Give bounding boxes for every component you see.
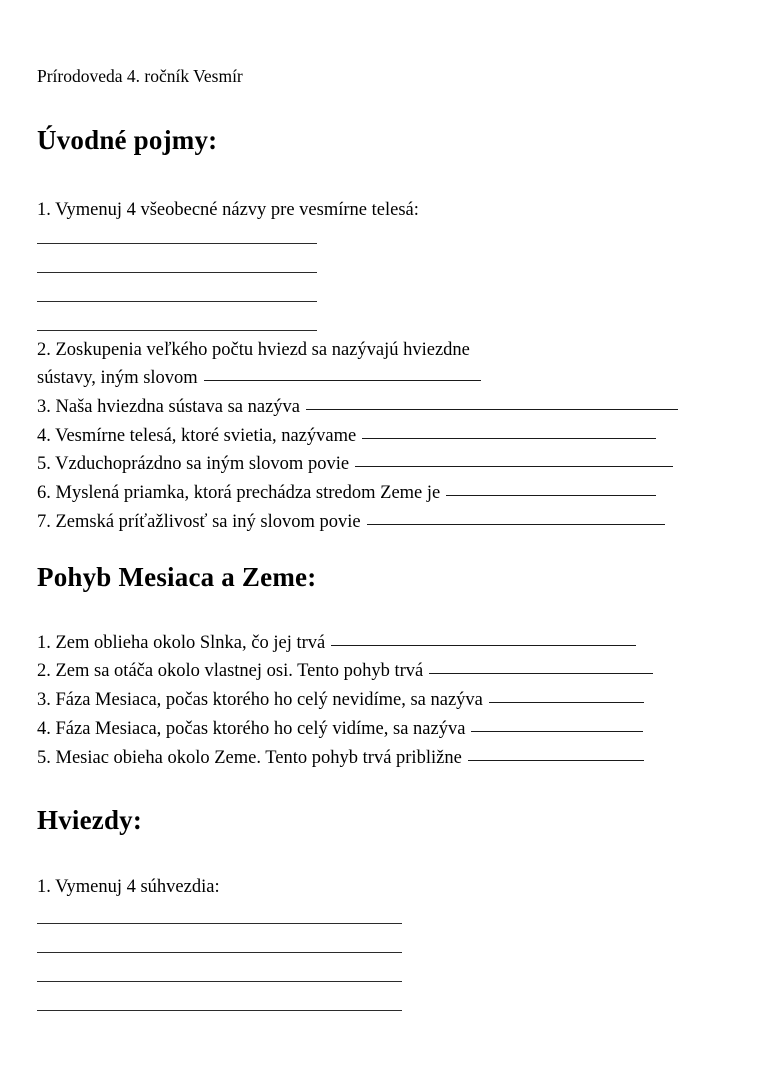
question-text: 1. Vymenuj 4 súhvezdia: bbox=[37, 877, 220, 897]
answer-blank-line[interactable] bbox=[367, 524, 665, 525]
question-text: 6. Myslená priamka, ktorá prechádza stredom Zeme je bbox=[37, 483, 441, 503]
answer-blank-line[interactable] bbox=[429, 673, 653, 674]
question-text: 2. Zoskupenia veľkého počtu hviezd sa nazývajú hviezdne bbox=[37, 340, 470, 360]
answer-blank-line[interactable] bbox=[37, 301, 317, 302]
answer-blank-line[interactable] bbox=[306, 409, 678, 410]
question-item bbox=[37, 453, 673, 476]
question-text: 4. Fáza Mesiaca, počas ktorého ho celý vidíme, sa nazýva bbox=[37, 719, 466, 739]
answer-blank-line[interactable] bbox=[204, 380, 481, 381]
question-text: sústavy, iným slovom bbox=[37, 368, 198, 388]
question-item bbox=[37, 747, 644, 770]
answer-blank-line[interactable] bbox=[37, 272, 317, 273]
question-item bbox=[37, 367, 481, 390]
question-text: 1. Zem oblieha okolo Slnka, čo jej trvá bbox=[37, 633, 326, 653]
answer-blank-line[interactable] bbox=[37, 330, 317, 331]
question-text: 7. Zemská príťažlivosť sa iný slovom povie bbox=[37, 512, 361, 532]
question-text: 5. Vzduchoprázdno sa iným slovom povie bbox=[37, 454, 350, 474]
section-heading-hviezdy: Hviezdy: bbox=[37, 805, 143, 835]
question-item bbox=[37, 339, 470, 362]
question-item bbox=[37, 482, 656, 505]
answer-blank-line[interactable] bbox=[37, 981, 402, 982]
answer-blank-line[interactable] bbox=[331, 645, 636, 646]
question-item bbox=[37, 632, 636, 655]
question-item bbox=[37, 660, 653, 683]
section-heading-pohyb-mesiaca-a-zeme: Pohyb Mesiaca a Zeme: bbox=[37, 562, 317, 592]
question-text: 1. Vymenuj 4 všeobecné názvy pre vesmírne telesá: bbox=[37, 200, 419, 220]
question-item bbox=[37, 199, 419, 222]
question-item bbox=[37, 396, 678, 419]
answer-blank-line[interactable] bbox=[355, 466, 673, 467]
answer-blank-line[interactable] bbox=[37, 1010, 402, 1011]
answer-blank-line[interactable] bbox=[37, 243, 317, 244]
answer-blank-line[interactable] bbox=[37, 952, 402, 953]
question-text: 5. Mesiac obieha okolo Zeme. Tento pohyb trvá približne bbox=[37, 748, 462, 768]
question-text: 2. Zem sa otáča okolo vlastnej osi. Tento pohyb trvá bbox=[37, 661, 424, 681]
question-item bbox=[37, 511, 665, 534]
question-item bbox=[37, 689, 644, 712]
answer-blank-line[interactable] bbox=[468, 760, 644, 761]
answer-blank-line[interactable] bbox=[489, 702, 644, 703]
answer-blank-line[interactable] bbox=[446, 495, 656, 496]
section-heading-uvodne-pojmy: Úvodné pojmy: bbox=[37, 125, 218, 155]
question-item bbox=[37, 425, 656, 448]
question-item bbox=[37, 718, 643, 741]
answer-blank-line[interactable] bbox=[37, 923, 402, 924]
question-item bbox=[37, 876, 220, 899]
question-text: 3. Fáza Mesiaca, počas ktorého ho celý nevidíme, sa nazýva bbox=[37, 690, 483, 710]
answer-blank-line[interactable] bbox=[362, 438, 656, 439]
question-text: 3. Naša hviezdna sústava sa nazýva bbox=[37, 397, 301, 417]
answer-blank-line[interactable] bbox=[471, 731, 643, 732]
document-title: Prírodoveda 4. ročník Vesmír bbox=[37, 66, 243, 86]
question-text: 4. Vesmírne telesá, ktoré svietia, nazývame bbox=[37, 426, 357, 446]
